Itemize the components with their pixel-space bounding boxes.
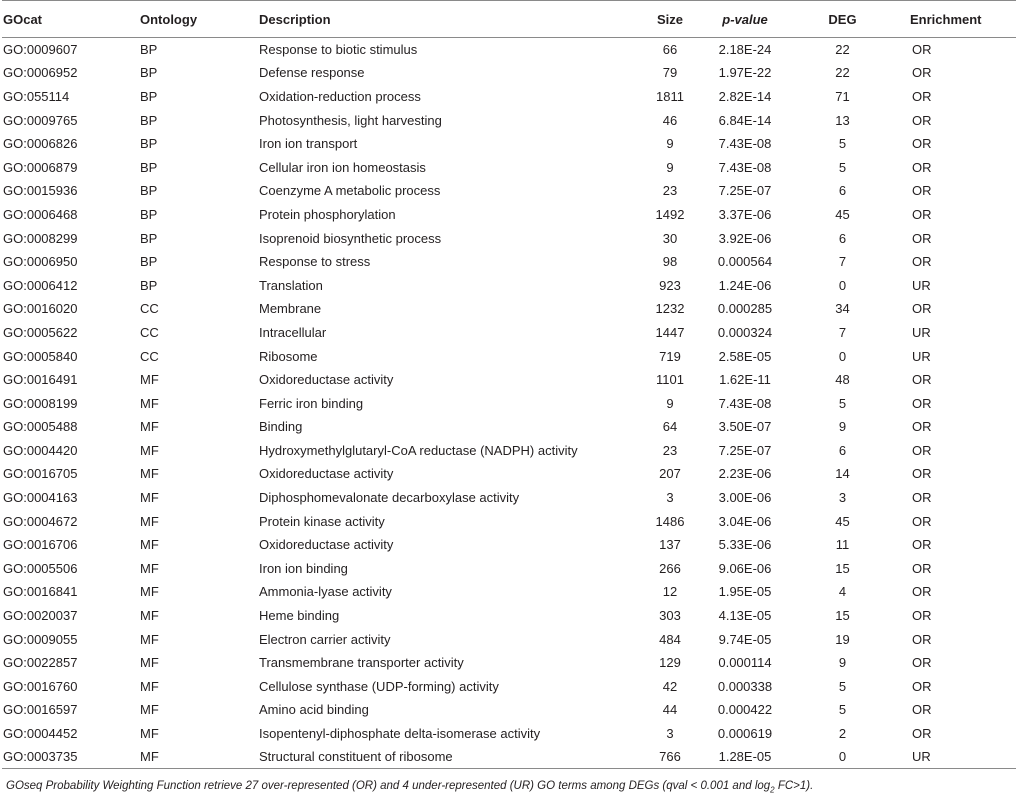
- cell-ontology: CC: [140, 324, 159, 340]
- cell-deg: 5: [838, 678, 847, 694]
- cell-enrichment: OR: [912, 206, 932, 222]
- cell-pvalue: 0.000324: [717, 324, 773, 340]
- cell-description: Membrane: [259, 301, 322, 317]
- cell-pvalue: 6.84E-14: [718, 112, 772, 128]
- cell-gocat: GO:0008199: [3, 395, 78, 411]
- cell-enrichment: OR: [912, 88, 932, 104]
- header-row: [2, 1, 1016, 38]
- cell-size: 64: [662, 419, 678, 435]
- cell-gocat: GO:055114: [3, 88, 70, 104]
- table-row: [2, 203, 1016, 227]
- table-row: [2, 415, 1016, 439]
- cell-ontology: BP: [140, 88, 158, 104]
- cell-gocat: GO:0016706: [3, 537, 78, 553]
- cell-ontology: MF: [140, 442, 159, 458]
- cell-description: Oxidoreductase activity: [259, 372, 394, 388]
- cell-enrichment: OR: [912, 726, 932, 742]
- cell-deg: 5: [838, 159, 847, 175]
- cell-ontology: MF: [140, 608, 159, 624]
- cell-description: Transmembrane transporter activity: [259, 655, 464, 671]
- cell-pvalue: 9.74E-05: [718, 631, 772, 647]
- cell-ontology: BP: [140, 277, 158, 293]
- table-row: [2, 321, 1016, 345]
- cell-pvalue: 9.06E-06: [718, 560, 772, 576]
- cell-enrichment: OR: [912, 183, 932, 199]
- cell-size: 1101: [656, 372, 684, 388]
- cell-pvalue: 1.24E-06: [718, 277, 772, 293]
- cell-pvalue: 0.000422: [717, 702, 773, 718]
- cell-description: Ammonia-lyase activity: [259, 584, 392, 600]
- cell-description: Response to stress: [259, 254, 371, 270]
- cell-enrichment: OR: [912, 702, 932, 718]
- cell-description: Amino acid binding: [259, 702, 369, 718]
- cell-size: 1492: [655, 206, 685, 222]
- cell-gocat: GO:0009055: [3, 631, 78, 647]
- cell-deg: 9: [838, 655, 847, 671]
- header-size: Size: [640, 1, 700, 38]
- cell-deg: 0: [838, 348, 847, 364]
- cell-gocat: GO:0022857: [3, 655, 78, 671]
- table-body: [2, 38, 1016, 769]
- cell-description: Coenzyme A metabolic process: [259, 183, 441, 199]
- cell-enrichment: OR: [912, 513, 932, 529]
- cell-ontology: BP: [140, 230, 158, 246]
- cell-description: Translation: [259, 277, 323, 293]
- cell-description: Isopentenyl-diphosphate delta-isomerase activity: [259, 726, 541, 742]
- table-row: [2, 273, 1016, 297]
- cell-enrichment: OR: [912, 254, 932, 270]
- cell-deg: 7: [838, 324, 847, 340]
- cell-size: 3: [666, 490, 674, 506]
- cell-deg: 22: [835, 65, 850, 81]
- table-row: [2, 250, 1016, 274]
- cell-size: 207: [659, 466, 681, 482]
- cell-enrichment: OR: [912, 159, 932, 175]
- cell-description: Defense response: [259, 65, 365, 81]
- cell-description: Hydroxymethylglutaryl-CoA reductase (NADPH) activity: [259, 442, 578, 458]
- cell-gocat: GO:0016705: [3, 466, 78, 482]
- cell-pvalue: 3.50E-07: [718, 419, 772, 435]
- cell-deg: 71: [835, 88, 850, 104]
- cell-pvalue: 1.28E-05: [700, 745, 790, 769]
- header-pvalue: [700, 1, 790, 38]
- cell-gocat: GO:0016020: [3, 301, 78, 317]
- cell-deg: 48: [835, 372, 850, 388]
- cell-ontology: MF: [140, 678, 159, 694]
- cell-enrichment: OR: [912, 560, 932, 576]
- cell-enrichment: OR: [912, 42, 932, 58]
- table-row: [2, 108, 1016, 132]
- cell-gocat: GO:0005506: [3, 560, 78, 576]
- cell-pvalue: 2.18E-24: [718, 42, 772, 58]
- cell-pvalue: 0.000619: [717, 726, 773, 742]
- cell-description: Binding: [259, 419, 303, 435]
- cell-size: 923: [659, 277, 681, 293]
- table-row: [2, 675, 1016, 699]
- cell-ontology: MF: [140, 395, 159, 411]
- table-row: [2, 439, 1016, 463]
- cell-ontology: BP: [140, 42, 158, 58]
- cell-size: 1447: [655, 324, 685, 340]
- cell-pvalue: 7.43E-08: [718, 395, 772, 411]
- header-gocat: GOcat: [2, 1, 140, 38]
- cell-gocat: GO:0006826: [3, 136, 78, 152]
- cell-gocat: GO:0006412: [3, 277, 78, 293]
- table-row: [2, 132, 1016, 156]
- table-row: [2, 580, 1016, 604]
- cell-ontology: BP: [140, 136, 158, 152]
- cell-description: Ferric iron binding: [259, 395, 364, 411]
- table-row: [2, 627, 1016, 651]
- cell-pvalue: 1.97E-22: [718, 65, 772, 81]
- header-description: Description: [259, 1, 640, 38]
- cell-description: Structural constituent of ribosome: [259, 745, 640, 769]
- cell-gocat: GO:0005488: [3, 419, 78, 435]
- cell-gocat: GO:0009607: [3, 42, 78, 58]
- cell-ontology: MF: [140, 726, 159, 742]
- cell-gocat: GO:0016841: [3, 584, 78, 600]
- cell-deg: 5: [838, 702, 847, 718]
- cell-size: 44: [662, 702, 678, 718]
- cell-pvalue: 1.95E-05: [718, 584, 772, 600]
- cell-enrichment: OR: [912, 584, 932, 600]
- cell-enrichment: OR: [912, 442, 932, 458]
- cell-description: Iron ion binding: [259, 560, 348, 576]
- table-row: [2, 486, 1016, 510]
- cell-enrichment: OR: [912, 631, 932, 647]
- cell-deg: 15: [835, 560, 850, 576]
- cell-deg: 22: [835, 42, 850, 58]
- cell-deg: 19: [835, 631, 850, 647]
- cell-gocat: GO:0006950: [3, 254, 78, 270]
- cell-enrichment: OR: [912, 678, 932, 694]
- cell-pvalue: 3.00E-06: [718, 490, 772, 506]
- table-row: [2, 391, 1016, 415]
- cell-gocat: GO:0006468: [3, 206, 78, 222]
- cell-size: 1232: [655, 301, 685, 317]
- cell-deg: 9: [838, 419, 847, 435]
- cell-deg: 6: [838, 442, 847, 458]
- cell-deg: 13: [835, 112, 850, 128]
- cell-size: 129: [659, 655, 681, 671]
- cell-description: Cellular iron ion homeostasis: [259, 159, 426, 175]
- cell-size: 98: [662, 254, 678, 270]
- cell-ontology: MF: [140, 702, 159, 718]
- cell-gocat: GO:0004163: [3, 490, 78, 506]
- cell-size: 3: [666, 726, 674, 742]
- cell-size: 42: [662, 678, 678, 694]
- header-pvalue-suffix: -value: [730, 11, 768, 27]
- cell-ontology: MF: [140, 513, 159, 529]
- cell-deg: 0: [790, 745, 895, 769]
- cell-deg: 2: [838, 726, 847, 742]
- cell-deg: 34: [835, 301, 850, 317]
- table-row: [2, 722, 1016, 746]
- cell-deg: 3: [838, 490, 847, 506]
- table-row: [2, 533, 1016, 557]
- cell-gocat: GO:0016597: [3, 702, 78, 718]
- table-row: [2, 85, 1016, 109]
- table-row: [2, 179, 1016, 203]
- cell-pvalue: 1.62E-11: [719, 372, 771, 388]
- cell-description: Intracellular: [259, 324, 327, 340]
- cell-enrichment: OR: [912, 112, 932, 128]
- cell-pvalue: 2.82E-14: [718, 88, 772, 104]
- cell-pvalue: 7.43E-08: [718, 159, 772, 175]
- cell-gocat: GO:0009765: [3, 112, 78, 128]
- footnote-main: GOseq Probability Weighting Function retrieve 27 over-represented (OR) and 4 under-represented (UR) GO terms among DEGs (qval < 0.001 and log: [6, 780, 771, 793]
- cell-deg: 5: [838, 395, 847, 411]
- table-row: [2, 155, 1016, 179]
- cell-description: Protein phosphorylation: [259, 206, 396, 222]
- cell-size: 23: [662, 183, 678, 199]
- cell-gocat: GO:0005622: [3, 324, 78, 340]
- cell-description: Oxidoreductase activity: [259, 466, 394, 482]
- cell-pvalue: 0.000564: [717, 254, 773, 270]
- cell-enrichment: OR: [912, 301, 932, 317]
- header-pvalue-italic: p: [722, 11, 731, 27]
- cell-pvalue: 3.92E-06: [718, 230, 772, 246]
- cell-pvalue: 0.000285: [717, 301, 773, 317]
- footnote-subscript: 2: [770, 785, 775, 795]
- table-row: [2, 226, 1016, 250]
- table-row: [2, 745, 1016, 769]
- cell-deg: 11: [835, 537, 850, 553]
- cell-deg: 14: [835, 466, 850, 482]
- header-deg: DEG: [790, 1, 895, 38]
- table-footnote: [6, 780, 1016, 794]
- cell-enrichment: OR: [912, 395, 932, 411]
- cell-description: Heme binding: [259, 608, 340, 624]
- cell-deg: 6: [838, 183, 847, 199]
- cell-enrichment: UR: [895, 745, 1016, 769]
- cell-pvalue: 5.33E-06: [718, 537, 772, 553]
- cell-enrichment: OR: [912, 490, 932, 506]
- cell-description: Protein kinase activity: [259, 513, 385, 529]
- cell-deg: 5: [838, 136, 847, 152]
- cell-enrichment: UR: [912, 277, 931, 293]
- cell-description: Ribosome: [259, 348, 318, 364]
- header-enrichment: Enrichment: [895, 1, 1016, 38]
- cell-enrichment: OR: [912, 537, 932, 553]
- cell-enrichment: OR: [912, 466, 932, 482]
- cell-pvalue: 0.000338: [717, 678, 773, 694]
- cell-ontology: MF: [140, 466, 159, 482]
- cell-ontology: MF: [140, 560, 159, 576]
- cell-ontology: BP: [140, 159, 158, 175]
- table-row: [2, 344, 1016, 368]
- cell-deg: 15: [835, 608, 850, 624]
- cell-pvalue: 7.25E-07: [718, 183, 772, 199]
- cell-size: 9: [666, 136, 674, 152]
- cell-pvalue: 2.23E-06: [718, 466, 772, 482]
- cell-size: 79: [662, 65, 678, 81]
- header-ontology: Ontology: [140, 1, 259, 38]
- cell-ontology: BP: [140, 183, 158, 199]
- cell-description: Electron carrier activity: [259, 631, 391, 647]
- cell-description: Oxidation-reduction process: [259, 88, 421, 104]
- cell-ontology: MF: [140, 745, 259, 769]
- cell-description: Response to biotic stimulus: [259, 42, 418, 58]
- cell-size: 23: [662, 442, 678, 458]
- cell-size: 137: [659, 537, 681, 553]
- cell-gocat: GO:0016760: [3, 678, 78, 694]
- cell-gocat: GO:0008299: [3, 230, 78, 246]
- cell-description: Iron ion transport: [259, 136, 358, 152]
- cell-size: 766: [640, 745, 700, 769]
- table-row: [2, 651, 1016, 675]
- cell-gocat: GO:0004452: [3, 726, 78, 742]
- cell-size: 46: [662, 112, 678, 128]
- cell-description: Photosynthesis, light harvesting: [259, 112, 442, 128]
- cell-ontology: MF: [140, 490, 159, 506]
- cell-size: 12: [662, 584, 678, 600]
- table-row: [2, 698, 1016, 722]
- cell-deg: 0: [838, 277, 847, 293]
- cell-ontology: BP: [140, 254, 158, 270]
- cell-size: 266: [659, 560, 681, 576]
- cell-enrichment: OR: [912, 608, 932, 624]
- cell-size: 9: [666, 395, 674, 411]
- cell-size: 66: [662, 42, 678, 58]
- cell-enrichment: OR: [912, 65, 932, 81]
- cell-ontology: BP: [140, 206, 158, 222]
- cell-deg: 7: [838, 254, 847, 270]
- cell-gocat: GO:0006879: [3, 159, 78, 175]
- cell-gocat: GO:0006952: [3, 65, 78, 81]
- table-row: [2, 462, 1016, 486]
- footnote-end: FC>1).: [774, 780, 814, 793]
- cell-enrichment: OR: [912, 230, 932, 246]
- cell-ontology: MF: [140, 655, 159, 671]
- cell-pvalue: 3.04E-06: [718, 513, 772, 529]
- cell-ontology: MF: [140, 419, 159, 435]
- cell-pvalue: 2.58E-05: [718, 348, 772, 364]
- go-enrichment-table: [2, 0, 1016, 769]
- cell-ontology: CC: [140, 301, 159, 317]
- cell-gocat: GO:0003735: [2, 745, 140, 769]
- table-row: [2, 509, 1016, 533]
- cell-deg: 45: [835, 206, 850, 222]
- cell-gocat: GO:0015936: [3, 183, 78, 199]
- cell-gocat: GO:0016491: [3, 372, 78, 388]
- cell-size: 1486: [655, 513, 685, 529]
- cell-gocat: GO:0020037: [3, 608, 78, 624]
- table-row: [2, 368, 1016, 392]
- cell-enrichment: OR: [912, 372, 932, 388]
- cell-size: 30: [662, 230, 678, 246]
- cell-enrichment: OR: [912, 419, 932, 435]
- cell-ontology: BP: [140, 112, 158, 128]
- cell-enrichment: OR: [912, 136, 932, 152]
- table-row: [2, 297, 1016, 321]
- cell-description: Isoprenoid biosynthetic process: [259, 230, 442, 246]
- cell-size: 303: [659, 608, 681, 624]
- cell-enrichment: UR: [912, 324, 931, 340]
- table-row: [2, 61, 1016, 85]
- cell-pvalue: 7.43E-08: [718, 136, 772, 152]
- cell-ontology: MF: [140, 372, 159, 388]
- table-header: [2, 1, 1016, 38]
- cell-gocat: GO:0004672: [3, 513, 78, 529]
- cell-description: Oxidoreductase activity: [259, 537, 394, 553]
- cell-size: 9: [666, 159, 674, 175]
- cell-size: 484: [659, 631, 681, 647]
- cell-deg: 4: [838, 584, 847, 600]
- cell-pvalue: 0.000114: [718, 655, 772, 671]
- cell-pvalue: 4.13E-05: [718, 608, 772, 624]
- cell-deg: 6: [838, 230, 847, 246]
- cell-pvalue: 3.37E-06: [718, 206, 772, 222]
- cell-pvalue: 7.25E-07: [718, 442, 772, 458]
- cell-ontology: BP: [140, 65, 158, 81]
- cell-enrichment: OR: [912, 655, 932, 671]
- cell-size: 1811: [656, 88, 684, 104]
- cell-gocat: GO:0004420: [3, 442, 78, 458]
- cell-ontology: MF: [140, 537, 159, 553]
- cell-description: Diphosphomevalonate decarboxylase activity: [259, 490, 520, 506]
- cell-description: Cellulose synthase (UDP-forming) activity: [259, 678, 499, 694]
- table-row: [2, 557, 1016, 581]
- cell-gocat: GO:0005840: [3, 348, 78, 364]
- cell-enrichment: UR: [912, 348, 931, 364]
- cell-ontology: MF: [140, 631, 159, 647]
- cell-size: 719: [659, 348, 681, 364]
- table-row: [2, 604, 1016, 628]
- cell-ontology: CC: [140, 348, 159, 364]
- cell-ontology: MF: [140, 584, 159, 600]
- cell-deg: 45: [835, 513, 850, 529]
- table-row: [2, 38, 1016, 62]
